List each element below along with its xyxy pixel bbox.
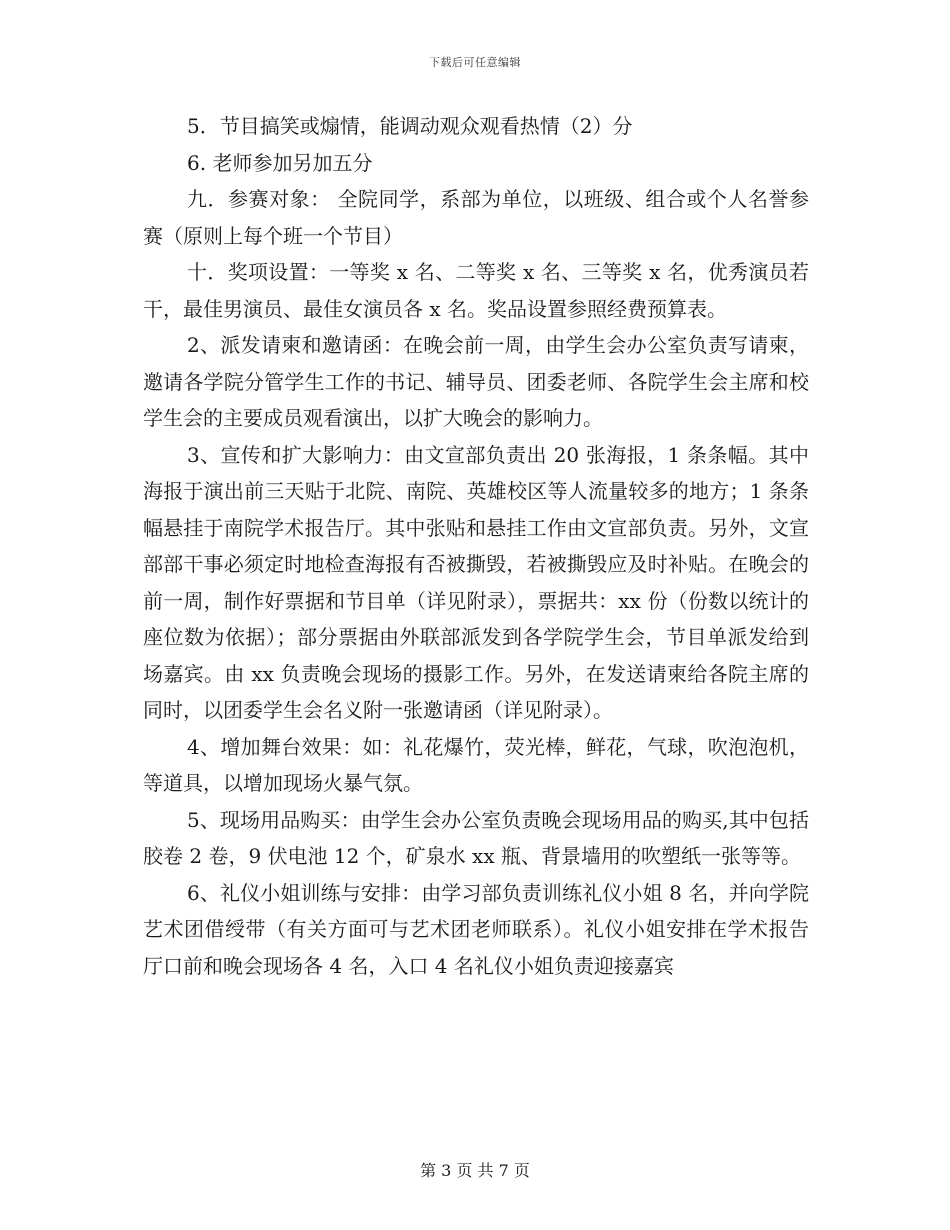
page-footer [0, 1158, 950, 1181]
paragraph-item-6: 6. 老师参加另加五分 [187, 150, 373, 175]
paragraph-supplies: 5、现场用品购买：由学生会办公室负责晚会现场用品的购买,其中包括胶卷 2 卷，9 伏电池 12 个，矿泉水 xx 瓶、背景墙用的吹塑纸一张等等。 [143, 807, 809, 868]
document-body [143, 108, 809, 984]
paragraph-invitations: 2、派发请柬和邀请函：在晚会前一周，由学生会办公室负责写请柬，邀请各学院分管学生工作的书记、辅导员、团委老师、各院学生会主席和校学生会的主要成员观看演出，以扩大晚会的影响力。 [143, 333, 809, 430]
paragraph-participants: 九．参赛对象： 全院同学，系部为单位，以班级、组合或个人名誉参赛（原则上每个班一个节目） [143, 187, 809, 248]
paragraph-stage-effects: 4、增加舞台效果：如：礼花爆竹，荧光棒，鲜花，气球，吹泡泡机，等道具，以增加现场火暴气氛。 [143, 734, 809, 795]
paragraph-etiquette: 6、礼仪小姐训练与安排：由学习部负责训练礼仪小姐 8 名，并向学院艺术团借绶带（有关方面可与艺术团老师联系）。礼仪小姐安排在学术报告厅口前和晚会现场各 4 名，入口 4 名礼仪小姐负责迎接嘉宾 [143, 880, 809, 978]
header-note: 下载后可任意编辑 [429, 56, 521, 69]
page-number: 第 3 页 共 7 页 [420, 1161, 530, 1180]
paragraph-item-5: 5．节目搞笑或煽情，能调动观众观看热情（2）分 [187, 114, 633, 138]
paragraph-publicity: 3、宣传和扩大影响力：由文宣部负责出 20 张海报，1 条条幅。其中海报于演出前三天贴于北院、南院、英雄校区等人流量较多的地方；1 条条幅悬挂于南院学术报告厅。其中张贴和悬挂工作由文宣部负责。另外，文宣部部干事必须定时地检查海报有否被撕毁，若被撕毁应及时补贴。在晚会的前一周，制作好票据和节目单（详见附录），票据共：xx 份（份数以统计的座位数为依据）；部分票据由外联部派发到各学院学生会，节目单派发给到场嘉宾。由 xx 负责晚会现场的摄影工作。另外，在发送请柬给各院主席的同时，以团委学生会名义附一张邀请函（详见附录）。 [143, 442, 809, 722]
paragraph-awards: 十．奖项设置：一等奖 x 名、二等奖 x 名、三等奖 x 名，优秀演员若干，最佳男演员、最佳女演员各 x 名。奖品设置参照经费预算表。 [143, 260, 809, 321]
